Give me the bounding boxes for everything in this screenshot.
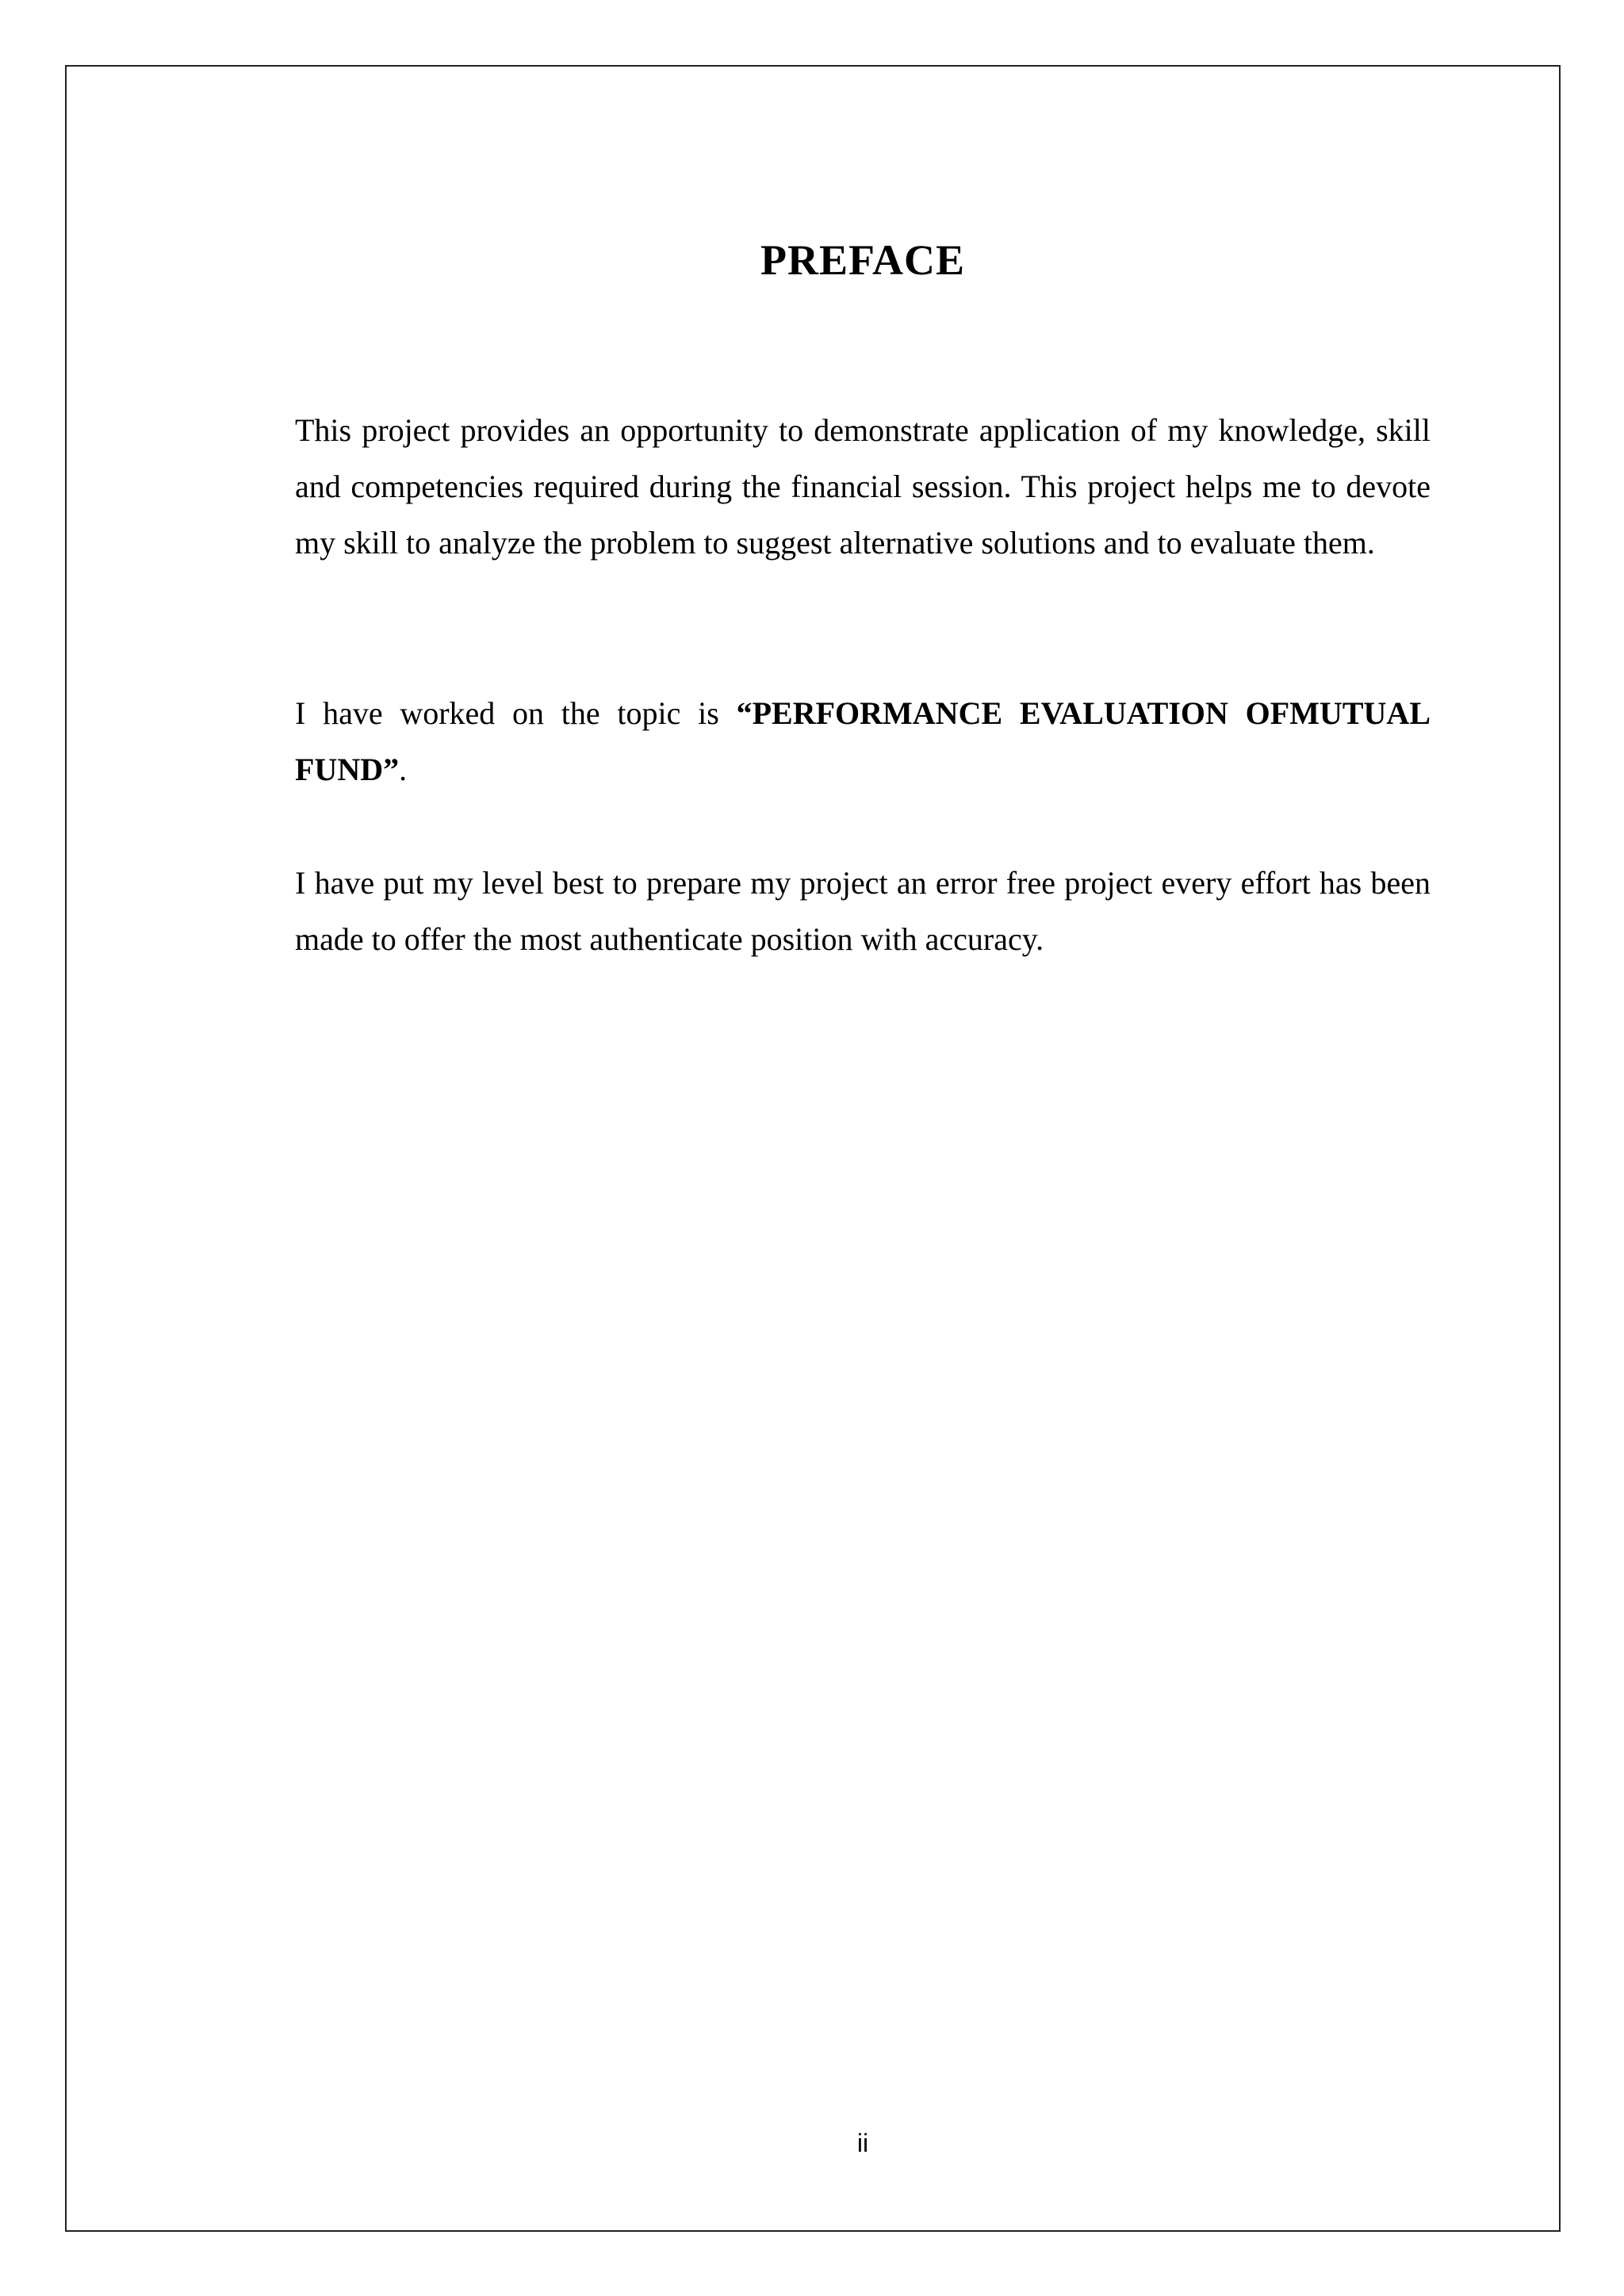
topic-suffix: . [399,752,408,787]
page-title: PREFACE [760,236,965,284]
paragraph-topic [295,685,1431,798]
paragraph-effort: I have put my level best to prepare my project an error free project every effort has been made to offer the most authenticate position with accuracy. [295,865,1431,957]
topic-prefix: I have worked on the topic is [295,695,737,731]
page-number: ii [856,2129,869,2157]
paragraph-intro: This project provides an opportunity to demonstrate application of my knowledge, skill and competencies required during the financial session. This project helps me to devote my skill to analyze the problem to suggest alternative solutions and to evaluate them. [295,412,1431,561]
topic-title: “PERFORMANCE EVALUATION OFMUTUAL FUND” [295,695,1431,787]
page-border [65,65,1561,2232]
